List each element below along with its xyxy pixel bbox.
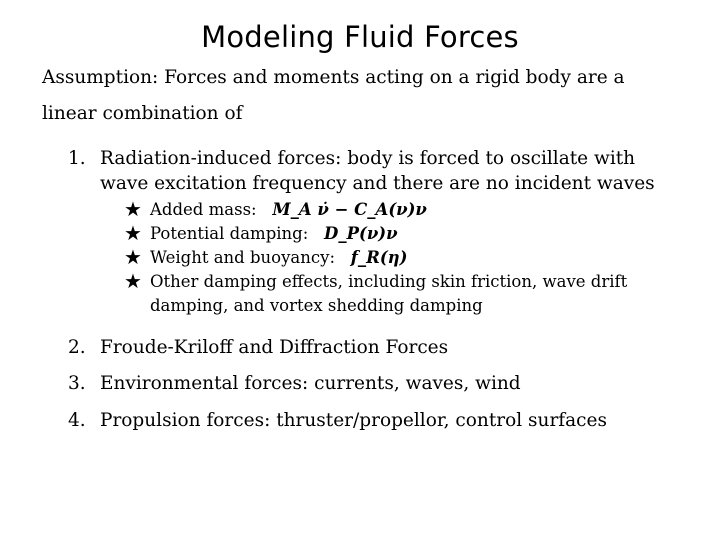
sublist-label: Other damping effects, including skin friction, wave drift damping, and vortex shedding damping (150, 272, 628, 315)
sublist-item-other-damping (124, 270, 688, 318)
list-item-3 (68, 371, 720, 396)
list-item-1 (68, 146, 688, 318)
list-number: 4. (68, 410, 86, 431)
star-icon: ★ (124, 221, 142, 245)
star-icon: ★ (124, 269, 142, 293)
sublist-label: Potential damping: (150, 224, 309, 243)
sublist-item-added-mass (124, 198, 688, 222)
formula: D_P(ν)ν (324, 224, 398, 243)
formula: f_R(η) (350, 248, 408, 267)
list-item-text: Froude-Kriloff and Diffraction Forces (100, 337, 449, 358)
sublist-item-weight-buoyancy (124, 246, 688, 270)
numbered-list (68, 146, 688, 431)
list-number: 2. (68, 337, 86, 358)
list-item-text: Environmental forces: currents, waves, wind (100, 373, 521, 394)
star-icon: ★ (124, 197, 142, 221)
formula: M_A ν̇ − C_A(ν)ν (272, 200, 427, 219)
star-icon: ★ (124, 245, 142, 269)
list-item-4 (68, 408, 720, 433)
sublist-item-potential-damping (124, 222, 688, 246)
sublist-label: Added mass: (150, 200, 257, 219)
assumption-text: Assumption: Forces and moments acting on a rigid body are a linear combination of (42, 67, 625, 124)
slide-title: Modeling Fluid Forces (201, 20, 519, 54)
list-item-text: Radiation-induced forces: body is forced to oscillate with wave excitation frequency and there are no incident waves (100, 148, 655, 194)
sublist (100, 198, 688, 318)
list-item-2 (68, 335, 720, 360)
sublist-label: Weight and buoyancy: (150, 248, 336, 267)
list-number: 3. (68, 373, 86, 394)
list-number: 1. (68, 148, 86, 169)
list-item-text: Propulsion forces: thruster/propellor, control surfaces (100, 410, 607, 431)
